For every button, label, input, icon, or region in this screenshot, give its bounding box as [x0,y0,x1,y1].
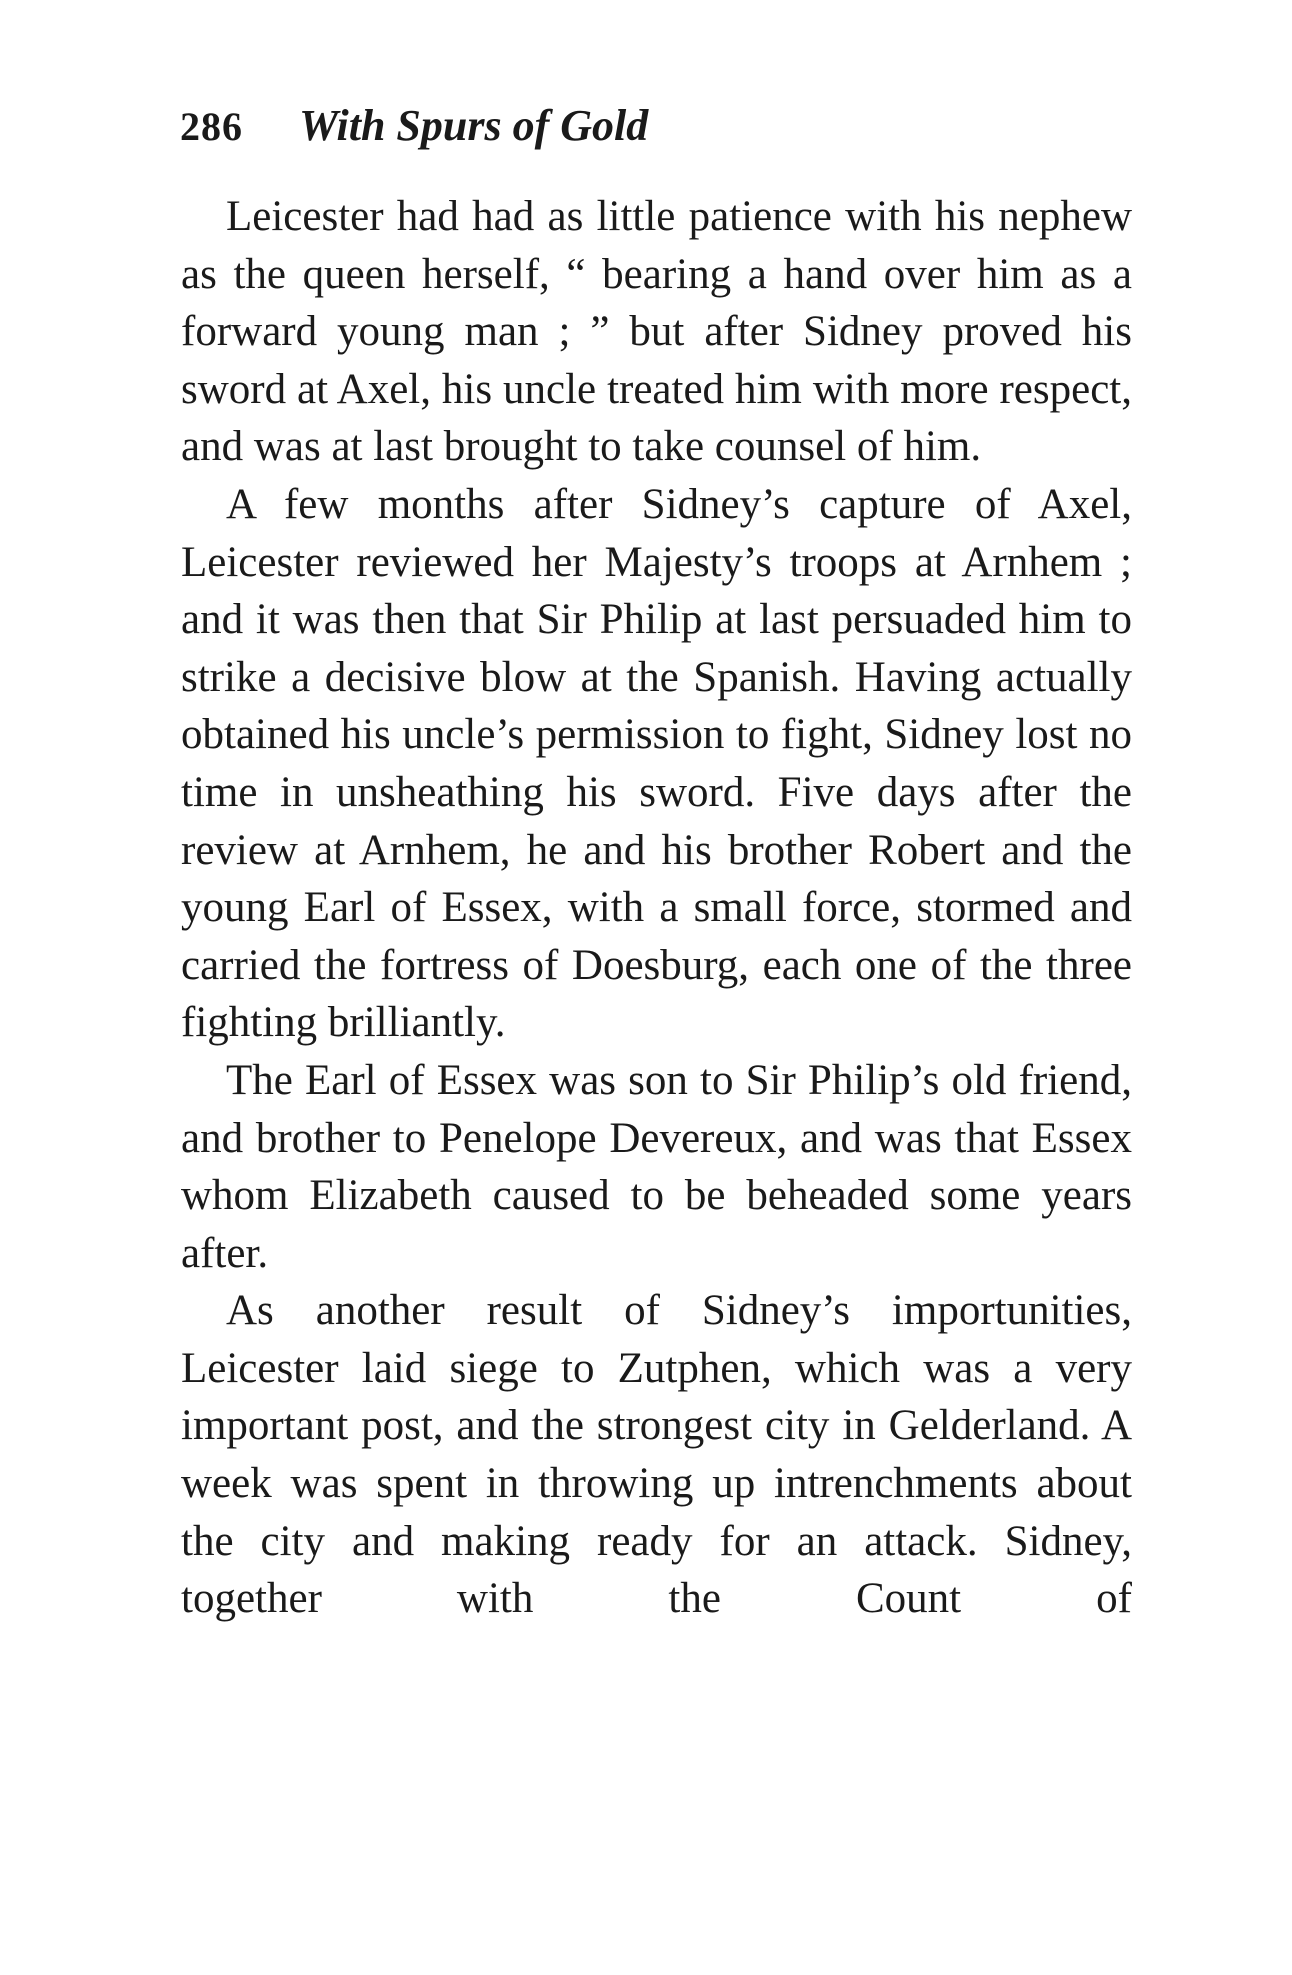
paragraph-2: A few months after Sidney’s capture of Axel, Leicester reviewed her Majesty’s troops at Arnhem ; and it was then that Sir Philip at last persuaded him to strike a decisive blow at the Spanish. Having actually obtained his uncle’s permission to fight, Sidney lost no time in unsheathing his sword. Five days after the review at Arnhem, he and his brother Robert and the young Earl of Essex, with a small force, stormed and carried the fortress of Doesburg, each one of the three fighting brilliantly. [181,480,1132,1047]
paragraph-3: The Earl of Essex was son to Sir Philip’s old friend, and brother to Penelope Devereux, and was that Essex whom Elizabeth caused to be beheaded some years after. [181,1056,1132,1277]
paragraph-4: As another result of Sidney’s importunities, Leicester laid siege to Zutphen, which was a very important post, and the strongest city in Gelderland. A week was spent in throwing up intrenchments about the city and making ready for an attack. Sidney, together with the Count of [181,1287,1132,1623]
running-head [180,100,1140,170]
body-text [181,188,1132,1628]
page-number: 286 [180,104,243,149]
book-title: With Spurs of Gold [299,101,649,150]
paragraph-1: Leicester had had as little patience with his nephew as the queen herself, “ bearing a hand over him as a forward young man ; ” but after Sidney proved his sword at Axel, his uncle treated him with more respect, and was at last brought to take counsel of him. [181,193,1132,471]
